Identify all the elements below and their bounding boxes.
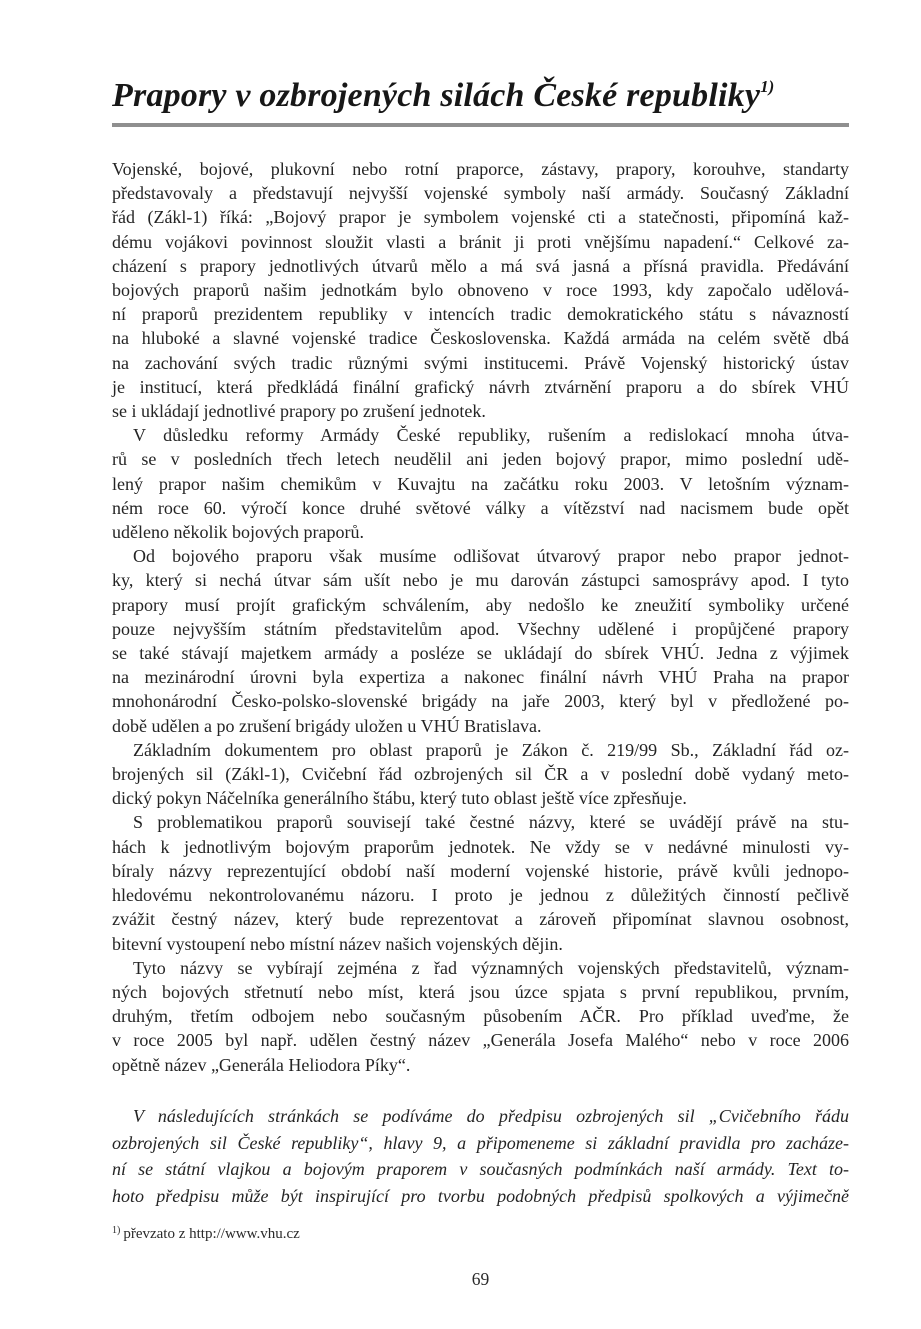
footnote-text: převzato z http://www.vhu.cz [123, 1225, 300, 1242]
text-line: bíraly názvy reprezentující období naší moderní vojenské historie, právě kvůli jednopo- [112, 860, 849, 881]
text-line: ky, který si nechá útvar sám ušít nebo je mu darován zástupci samosprávy apod. I tyto [112, 570, 849, 591]
text-line: bitevní vystoupení nebo místní název našich vojenských dějin. [112, 933, 563, 954]
page-title-text: Prapory v ozbrojených silách České republiky [112, 77, 761, 114]
text-line: ní se státní vlajkou a bojovým praporem v současných podmínkách naší armády. Text to- [112, 1159, 849, 1180]
page-title [112, 68, 849, 115]
title-footnote-reference: 1) [760, 77, 775, 96]
text-line: bojových praporů našim jednotkám bylo obnoveno v roce 1993, kdy započalo udělová- [112, 280, 849, 301]
body-paragraph [112, 544, 849, 738]
text-line: druhým, třetím odbojem nebo současným působením AČR. Pro příklad uveďme, že [112, 1006, 849, 1027]
text-line: Vojenské, bojové, plukovní nebo rotní praporce, zástavy, prapory, korouhve, standarty [112, 159, 849, 179]
text-line: ných bojových střetnutí nebo míst, která jsou úzce spjata s první republikou, prvním, [112, 981, 849, 1002]
body-paragraph [112, 738, 849, 811]
text-line: V důsledku reformy Armády České republiky, rušením a redislokací mnoha útva- [133, 425, 849, 446]
text-line: Tyto názvy se vybírají zejména z řad významných vojenských představitelů, význam- [133, 957, 849, 978]
title-rule [112, 123, 849, 127]
text-line: pouze nejvyšším státním představitelům apod. Všechny udělené i propůjčené prapory [112, 618, 849, 639]
text-line: na hluboké a slavné vojenské tradice Československa. Každá armáda na celém světě dbá [112, 328, 849, 349]
body-paragraph [112, 423, 849, 544]
text-line: hoto předpisu může být inspirující pro tvorbu podobných předpisů spolkových a výjimečně [112, 1186, 849, 1207]
body-paragraph [112, 810, 849, 955]
text-line: dému vojákovi povinnost sloužit vlasti a bránit ji proti vnějšímu napadení.“ Celkové za- [112, 231, 849, 252]
text-line: cházení s prapory jednotlivých útvarů mělo a má svá jasná a přísná pravidla. Předávání [112, 255, 849, 276]
text-line: prapory musí projít grafickým schválením, aby nedošlo ke zneužití symboliky určené [112, 594, 849, 615]
text-line: řád (Zákl-1) říká: „Bojový prapor je symbolem vojenské cti a statečnosti, připomíná kaž- [112, 207, 849, 228]
text-line: hách k jednotlivým bojovým praporům jednotek. Ne vždy se v nedávné minulosti vy- [112, 836, 849, 857]
body-text [112, 157, 849, 1210]
text-line: V následujících stránkách se podíváme do předpisu ozbrojených sil „Cvičebního řádu [133, 1105, 849, 1126]
text-line: době udělen a po zrušení brigády uložen u VHÚ Bratislava. [112, 715, 542, 736]
text-line: na mezinárodní úrovni byla expertiza a nakonec finální návrh VHÚ Praha na prapor [112, 667, 849, 688]
text-line: na zachování svých tradic různými svými institucemi. Právě Vojenský historický ústav [112, 352, 849, 373]
text-line: dický pokyn Náčelníka generálního štábu, který tuto oblast ještě více zpřesňuje. [112, 788, 687, 809]
text-line: je institucí, která předkládá finální grafický návrh ztvárnění praporu a do sbírek VHÚ [112, 376, 849, 397]
text-line: lený prapor našim chemikům v Kuvajtu na začátku roku 2003. V letošním význam- [112, 473, 849, 494]
text-line: S problematikou praporů souvisejí také čestné názvy, které se uvádějí právě na stu- [133, 812, 849, 833]
lead-in-paragraph [112, 1103, 849, 1210]
text-line: se i ukládají jednotlivé prapory po zrušení jednotek. [112, 401, 486, 422]
footnote-marker: 1) [112, 1224, 121, 1236]
text-line: se také stávají majetkem armády a posléze se ukládají do sbírek VHÚ. Jedna z výjimek [112, 643, 849, 664]
text-line: v roce 2005 byl např. udělen čestný název „Generála Josefa Malého“ nebo v roce 2006 [112, 1030, 849, 1051]
text-line: brojených sil (Zákl-1), Cvičební řád ozbrojených sil ČR a v poslední době vydaný meto- [112, 764, 849, 785]
footnote [112, 1222, 849, 1243]
text-column [112, 0, 849, 1290]
title-block [112, 0, 849, 127]
text-line: uděleno několik bojových praporů. [112, 522, 364, 543]
text-line: hledovému nekontrolovanému názoru. I proto je jednou z důležitých činností pečlivě [112, 885, 849, 906]
text-line: Základním dokumentem pro oblast praporů je Zákon č. 219/99 Sb., Základní řád oz- [133, 739, 849, 760]
page-number: 69 [471, 1268, 490, 1289]
text-line: Od bojového praporu však musíme odlišovat útvarový prapor nebo prapor jednot- [133, 546, 849, 567]
body-paragraph [112, 956, 849, 1077]
text-line: zvážit čestný název, který bude reprezentovat a zároveň připomínat slavnou osobnost, [112, 909, 849, 930]
text-line: představovaly a představují nejvyšší vojenské symboly naší armády. Současný Základní [112, 183, 849, 204]
text-line: mnohonárodní Česko-polsko-slovenské brigády na jaře 2003, který byl v předložené po- [112, 691, 849, 712]
text-line: rů se v posledních třech letech neudělil ani jeden bojový prapor, mimo poslední udě- [112, 449, 849, 470]
text-line: ní praporů prezidentem republiky v intencích tradic demokratického státu s návazností [112, 304, 849, 325]
body-paragraph [112, 157, 849, 423]
text-line: opětně název „Generála Heliodora Píky“. [112, 1054, 411, 1075]
text-line: ném roce 60. výročí konce druhé světové války a vítězství nad nacismem bude opět [112, 497, 849, 518]
text-line: ozbrojených sil České republiky“, hlavy 9, a připomeneme si základní pravidla pro zacháze- [112, 1132, 849, 1153]
